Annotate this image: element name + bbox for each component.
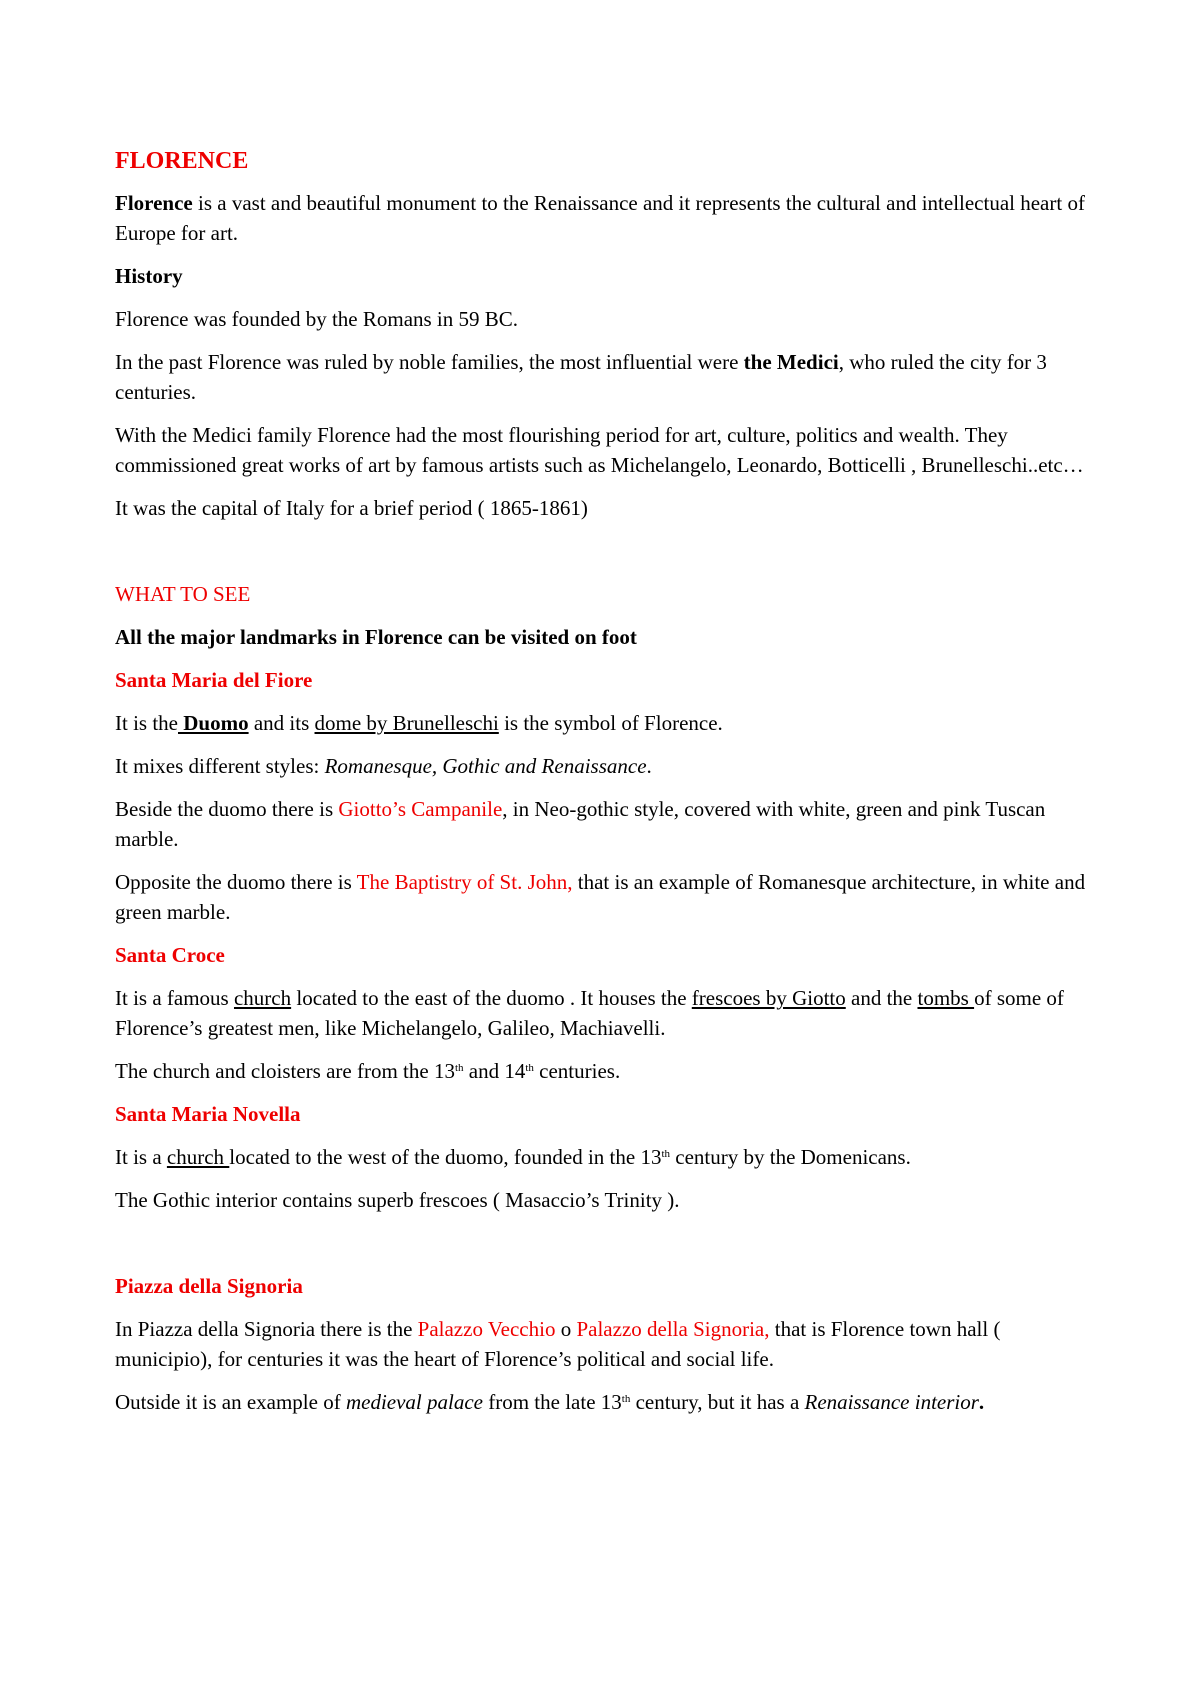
history-heading: History: [115, 264, 183, 288]
duomo-link: Duomo: [178, 711, 249, 735]
tombs-underlined: tombs: [917, 986, 975, 1010]
text-span: In the past Florence was ruled by noble families, the most influential were: [115, 350, 744, 374]
fiore-paragraph-4: [115, 867, 1095, 927]
text-span: .: [646, 754, 652, 778]
text-span: It is a famous: [115, 986, 234, 1010]
renaissance-interior-italic: Renaissance interior: [804, 1390, 979, 1414]
text-span: It is the: [115, 711, 178, 735]
text-span: , who ruled the city for 3 centuries.: [115, 350, 1047, 404]
text-span: In Piazza della Signoria there is the: [115, 1317, 418, 1341]
superscript: th: [525, 1062, 534, 1074]
history-paragraph-4: It was the capital of Italy for a brief period ( 1865-1861): [115, 496, 588, 520]
text-span: century by the Domenicans.: [670, 1145, 911, 1169]
text-span: , in Neo-gothic style, covered with white, green and pink Tuscan marble.: [115, 797, 1046, 851]
text-span: centuries.: [533, 1059, 621, 1083]
croce-paragraph-1: [115, 983, 1095, 1043]
history-paragraph-1: Florence was founded by the Romans in 59 BC.: [115, 307, 519, 331]
fiore-paragraph-1: [115, 708, 1095, 738]
santa-maria-novella-heading: Santa Maria Novella: [115, 1102, 301, 1126]
text-span: Opposite the duomo there is: [115, 870, 357, 894]
text-span: and the: [845, 986, 918, 1010]
text-span: from the late 13: [482, 1390, 622, 1414]
text-span: o: [555, 1317, 577, 1341]
text-span: located to the west of the duomo, founded in the 13: [229, 1145, 662, 1169]
fiore-paragraph-3: [115, 794, 1095, 854]
document-page: [115, 146, 1095, 1417]
signoria-paragraph-2: [115, 1387, 1095, 1417]
medici-bold: the Medici: [743, 350, 839, 374]
piazza-della-signoria-heading: Piazza della Signoria: [115, 1274, 303, 1298]
church-underlined: church: [166, 1145, 230, 1169]
novella-paragraph-1: [115, 1142, 1095, 1172]
text-span: located to the east of the duomo . It houses the: [291, 986, 692, 1010]
text-span: century, but it has a: [630, 1390, 805, 1414]
santa-croce-heading: Santa Croce: [115, 943, 225, 967]
text-span: .: [978, 1390, 985, 1414]
church-underlined: church: [233, 986, 292, 1010]
history-paragraph-3: With the Medici family Florence had the most flourishing period for art, culture, politics and wealth. They commissioned great works of art by famous artists such as Michelangelo, Leonardo, Botticelli , Brunelleschi..etc…: [115, 423, 1084, 477]
text-span: It is a: [115, 1145, 167, 1169]
medieval-palace-italic: medieval palace: [345, 1390, 483, 1414]
text-span: is the symbol of Florence.: [498, 711, 723, 735]
palazzo-vecchio-red: Palazzo Vecchio: [417, 1317, 556, 1341]
text-span: It mixes different styles:: [115, 754, 325, 778]
baptistry-red: The Baptistry of St. John,: [356, 870, 573, 894]
text-span: of some of Florence’s greatest men, like Michelangelo, Galileo, Machiavelli.: [115, 986, 1064, 1040]
fiore-paragraph-2: [115, 751, 1095, 781]
campanile-red: Giotto’s Campanile: [338, 797, 503, 821]
frescoes-underlined: frescoes by Giotto: [691, 986, 846, 1010]
intro-paragraph: [115, 188, 1095, 248]
superscript: th: [661, 1148, 671, 1160]
intro-bold: Florence: [115, 191, 193, 215]
text-span: Beside the duomo there is: [115, 797, 339, 821]
santa-maria-del-fiore-heading: Santa Maria del Fiore: [115, 668, 313, 692]
history-paragraph-2: [115, 347, 1095, 407]
text-span: and its: [248, 711, 315, 735]
superscript: th: [454, 1062, 464, 1074]
text-span: Outside it is an example of: [115, 1390, 346, 1414]
text-span: that is Florence town hall ( municipio), for centuries it was the heart of Florence’s political and social life.: [115, 1317, 1001, 1371]
signoria-paragraph-1: [115, 1314, 1095, 1374]
text-span: The church and cloisters are from the 13: [115, 1059, 455, 1083]
styles-italic: Romanesque, Gothic and Renaissance: [324, 754, 647, 778]
croce-paragraph-2: [115, 1056, 1095, 1086]
palazzo-signoria-red: Palazzo della Signoria,: [576, 1317, 770, 1341]
page-title: FLORENCE: [115, 148, 249, 174]
text-span: and 14: [463, 1059, 526, 1083]
novella-paragraph-2: The Gothic interior contains superb frescoes ( Masaccio’s Trinity ).: [115, 1188, 680, 1212]
text-span: that is an example of Romanesque architecture, in white and green marble.: [115, 870, 1086, 924]
intro-text: is a vast and beautiful monument to the Renaissance and it represents the cultural and intellectual heart of Europe for art.: [115, 191, 1085, 245]
what-to-see-subheading: All the major landmarks in Florence can be visited on foot: [115, 625, 637, 649]
dome-underlined: dome by Brunelleschi: [314, 711, 499, 735]
superscript: th: [621, 1393, 631, 1405]
what-to-see-heading: WHAT TO SEE: [115, 582, 251, 606]
